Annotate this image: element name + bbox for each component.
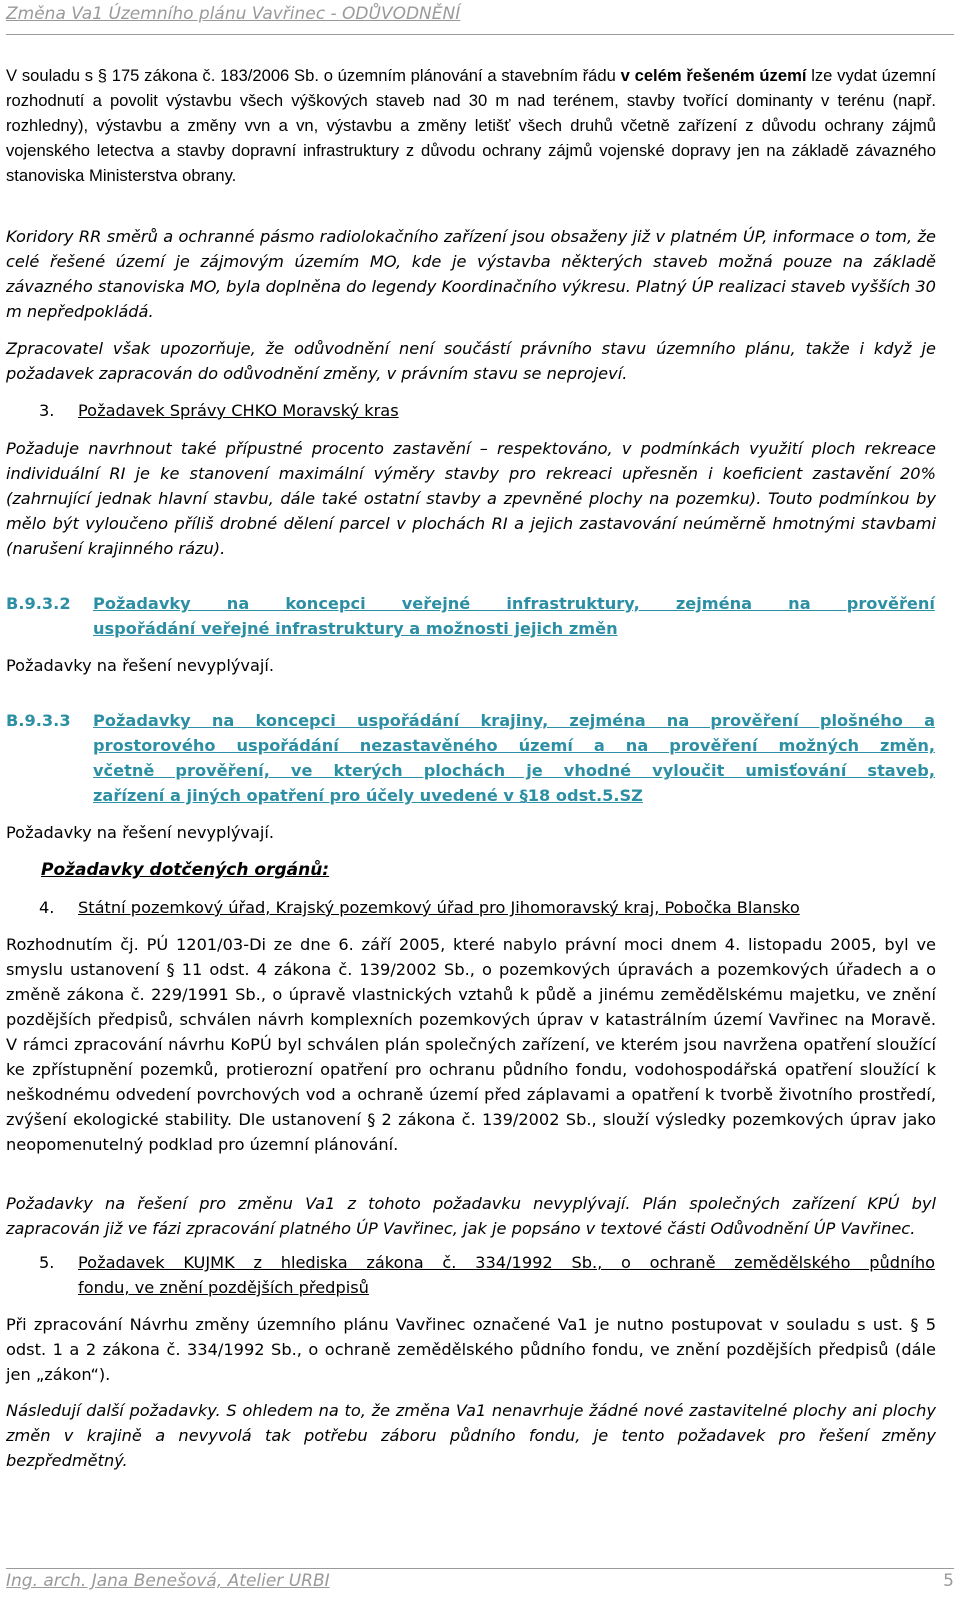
p1-text-c: lze vydat územní rozhodnutí a povolit výstavbu všech výškových staveb nad 30 m nad terénem, stavby tvořící dominanty v terénu (např. rozhledny), výstavbu a změny vvn a vn, výstavbu a změny letišť všech druhů včetně zařízení z důvodu ochrany zájmů vojenského letectva a stavby dopravní infrastruktury z důvodu ochrany zájmů vojenské dopravy jen na základě závazného stanoviska Ministerstva obrany.	[6, 66, 936, 185]
no-requirements-2: Požadavky na řešení nevyplývají.	[6, 823, 275, 842]
heading-b932-line2: uspořádání veřejné infrastruktury a možnosti jejich změn	[93, 619, 618, 638]
item-5-number: 5.	[39, 1253, 55, 1272]
footer-author: Ing. arch. Jana Benešová, Atelier URBI	[6, 1571, 330, 1591]
heading-b933-line4: zařízení a jiných opatření pro účely uvedené v §18 odst.5.SZ	[93, 786, 643, 805]
header-title: Změna Va1 Územního plánu Vavřinec - ODŮVODNĚNÍ	[6, 4, 461, 24]
heading-b932-number: B.9.3.2	[6, 594, 71, 613]
organs-heading: Požadavky dotčených orgánů:	[41, 860, 330, 880]
heading-b932-line1: Požadavky na koncepci veřejné infrastruktury, zejména na prověření	[93, 594, 935, 613]
paragraph-zpf-procedure: Při zpracování Návrhu změny územního plánu Vavřinec označené Va1 je nutno postupovat v souladu s ust. § 5 odst. 1 a 2 zákona č. 334/1992 Sb., o ochraně zemědělského půdního fondu, ve znění pozdějších předpisů (dále jen „zákon“).	[6, 1315, 936, 1384]
heading-b933-line2: prostorového uspořádání nezastavěného území a na prověření možných změn,	[93, 736, 935, 755]
paragraph-kpu-plan: Požadavky na řešení pro změnu Va1 z tohoto požadavku nevyplývají. Plán společných zařízení KPÚ byl zapracován již ve fázi zpracování platného ÚP Vavřinec, jak je popsáno v textové části Odůvodnění ÚP Vavřinec.	[6, 1194, 936, 1238]
item-4-number: 4.	[39, 898, 55, 917]
paragraph-processor-note: Zpracovatel však upozorňuje, že odůvodnění není součástí právního stavu územního plánu, takže i když je požadavek zapracován do odůvodnění změny, v právním stavu se neprojeví.	[6, 339, 936, 383]
paragraph-land-office-decision: Rozhodnutím čj. PÚ 1201/03-Di ze dne 6. září 2005, které nabylo právní moci dnem 4. listopadu 2005, byl ve smyslu ustanovení § 11 odst. 4 zákona č. 139/2002 Sb., o pozemkových úpravách a pozemkových úřadech a o změně zákona č. 229/1991 Sb., o úpravě vlastnických vztahů k půdě a jinému zemědělskému majetku, ve znění pozdějších předpisů, schválen návrh komplexních pozemkových úprav v katastrálním území Vavřinec na Moravě. V rámci zpracování návrhu KoPÚ byl schválen plán společných zařízení, ve kterém jsou navržena opatření sloužící ke zpřístupnění pozemků, protierozní opatření pro ochranu půdního fondu, vodohospodářská opatření sloužící k neškodnému odvedení povrchových vod a ochraně území před záplavami a opatření k tvorbě životního prostředí, zvýšení ekologické stability. Dle ustanovení § 2 zákona č. 139/2002 Sb., slouží výsledky pozemkových úprav jako neopomenutelný podklad pro územní plánování.	[6, 935, 936, 1154]
heading-b933-line3: včetně prověření, ve kterých plochách je vhodné vyloučit umisťování staveb,	[93, 761, 935, 780]
heading-b933-line1: Požadavky na koncepci uspořádání krajiny, zejména na prověření plošného a	[93, 711, 935, 730]
item-3-number: 3.	[39, 401, 55, 420]
paragraph-corridors: Koridory RR směrů a ochranné pásmo radiolokačního zařízení jsou obsaženy již v platném ÚP, informace o tom, že celé řešené území je zájmovým územím MO, kde je výstavba některých staveb možná pouze na základě závazného stanoviska MO, byla doplněna do legendy Koordinačního výkresu. Platný ÚP realizaci staveb vyšších 30 m nepředpokládá.	[6, 227, 936, 321]
heading-b933-number: B.9.3.3	[6, 711, 71, 730]
page-header	[6, 4, 954, 35]
page-footer	[6, 1568, 954, 1591]
paragraph-chko-requirement: Požaduje navrhnout také přípustné procento zastavění – respektováno, v podmínkách využití ploch rekreace individuální RI je ke stanovení maximální výměry stavby pro rekreaci upřesněn i koeficient zastavění 20% (zahrnující jednak hlavní stavbu, dále také ostatní stavby a zpevněné plochy na pozemku). Touto podmínkou by mělo být vyloučeno příliš drobné dělení parcel v plochách RI a jejich zastavování neúměrně hmotnými stavbami (narušení krajinného rázu).	[6, 439, 936, 558]
paragraph-ministry-defense	[6, 63, 936, 188]
item-4-title: Státní pozemkový úřad, Krajský pozemkový úřad pro Jihomoravský kraj, Pobočka Blansko	[78, 898, 800, 917]
item-3-title: Požadavek Správy CHKO Moravský kras	[78, 401, 399, 420]
item-5-title-line1: Požadavek KUJMK z hlediska zákona č. 334/1992 Sb., o ochraně zemědělského půdního	[78, 1253, 935, 1272]
p1-text-a: V souladu s § 175 zákona č. 183/2006 Sb. o územním plánování a stavebním řádu	[6, 66, 621, 85]
paragraph-further-requirements: Následují další požadavky. S ohledem na to, že změna Va1 nenavrhuje žádné nové zastavitelné plochy ani plochy změn v krajině a nevyvolá tak potřebu záboru půdního fondu, je tento požadavek pro řešení změny bezpředmětný.	[6, 1401, 936, 1470]
no-requirements-1: Požadavky na řešení nevyplývají.	[6, 656, 275, 675]
p1-bold: v celém řešeném území	[620, 66, 807, 85]
footer-page-number: 5	[943, 1571, 954, 1591]
item-5-title-line2: fondu, ve znění pozdějších předpisů	[78, 1278, 369, 1297]
